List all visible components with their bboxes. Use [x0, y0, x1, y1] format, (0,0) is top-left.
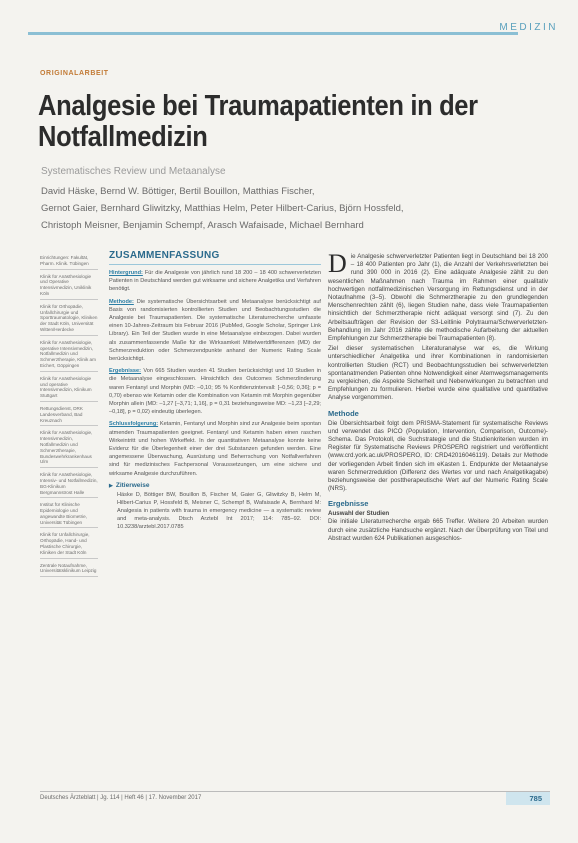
citation-text: Häske D, Böttiger BW, Bouillon B, Fischer M, Gaier G, Gliwitzky B, Helm M, Hilbert-Carius P, Hossfeld B, Meisner C, Schempf B, Wafaisade A, Bernhard M: Analgesia in patients with trauma in emergency medicine — a systematic review and meta-analysis. Dtsch Arztebl Int 2017; 114: 785–92. DOI: 10.3238/arztebl.2017.0785	[117, 491, 321, 530]
abstract-conclusion	[109, 420, 321, 477]
section-label: MEDIZIN	[499, 22, 558, 33]
abstract-text: Von 665 Studien wurden 41 Studien berücksichtigt und 10 Studien in die Metaanalyse eingeschlossen. Hinsichtlich des Outcomes Schmerzlinderung waren Fentanyl und Morphin (MD: –0,10; 95 % Konfidenzintervall: [–0,56; 0,36]; p = 0,70) ebenso wie Ketamin oder die Kombination von Ketamin mit Morphin gegenüber Morphin allein (MD: –1,27 [–3,71; 1,16], p = 0,31 beziehungsweise MD: –1,23 [–2,29; –0,18], p = 0,02) eindeutig überlegen.	[109, 368, 321, 416]
affiliation: Klinik für Anästhesiologie, operative Intensivmedizin, Notfallmedizin und Schmerztherapie, Klinik am Eichert, Göppingen	[40, 340, 98, 372]
drop-cap: D	[328, 249, 347, 278]
article-title: Analgesie bei Traumapatienten in der Notfallmedizin	[38, 90, 478, 153]
page-number-box	[506, 792, 550, 805]
methods-paragraph: Die Übersichtsarbeit folgt dem PRISMA-Statement für systematische Reviews und verwendet das PICO (Population, Intervention, Comparison, Outcome)-Schema. Das Protokoll, die Suchstrategie und die Studienkriterien wurden im Register für Systematische Reviews PROSPERO registriert und veröffentlicht (www.crd.york.ac.uk/PROSPERO, ID: CRD42016046119). Details zur Methode der vorliegenden Arbeit finden sich im eKasten 1. Endpunkte der Metaanalyse waren Schmerzreduktion (Differenz des Wertes vor und nach Analgetikagabe) beziehungsweise der posttherapeutische Wert auf der Numeric Rating Scale (NRS).	[328, 419, 548, 493]
affiliations-column	[40, 255, 98, 581]
author-line: David Häske, Bernd W. Böttiger, Bertil Bouillon, Matthias Fischer,	[41, 186, 315, 197]
page-header	[0, 0, 578, 40]
page-number: 785	[529, 794, 542, 803]
article-subtitle: Systematisches Review und Metaanalyse	[41, 166, 226, 177]
intro-paragraph	[328, 249, 548, 343]
affiliation: Klinik für Orthopädie, Unfallchirurgie und Sporttraumatologie, Kliniken der Stadt Köln, Universität Witten/Herdecke	[40, 304, 98, 336]
intro-text: ie Analgesie schwerverletzter Patienten liegt in Deutschland bei 18 200 – 18 400 Patienten pro Jahr (1), die Anzahl der Verkehrsverletzten bei rund 390 000 in 2016 (2). Eine adäquate Analgesie zählt zu den wesentlichen Maßnahmen nach Trauma im Rahmen einer qualitativ hochwertigen notfallmedizinischen Versorgung im Rettungsdienst und in der Notaufnahme (3–5). Obwohl die Schmerztherapie zu den grundlegenden Menschenrechten zählt (6), liegen Studien nahe, dass viele Traumapatienten hinsichtlich der Schmerztherapie nicht adäquat versorgt sind (7). Zu den Arbeitsaufträgen der Revision der S3-Leitlinie Polytrauma/Schwerverletzten-Behandlung im Jahr 2016 zählte die methodische Aufarbeitung der aktuellen Empfehlungen zur Schmerztherapie bei Traumapatienten (8).	[328, 253, 548, 343]
author-list	[41, 183, 551, 234]
abstract-heading: ZUSAMMENFASSUNG	[109, 250, 321, 265]
article-type: ORIGINALARBEIT	[40, 70, 109, 77]
affiliation: Rettungsdienst, DRK Landesverband, Bad Kreuznach	[40, 406, 98, 426]
abstract-background	[109, 269, 321, 294]
affiliation: Zentrale Notaufnahme, Universitätsklinikum Leipzig	[40, 563, 98, 578]
citation-heading: ▶ Zitierweise	[109, 482, 321, 489]
intro-paragraph: Ziel dieser systematischen Literaturanalyse war es, die Wirkung unterschiedlicher Analgetika und ihrer Kombinationen in randomisierten kontrollierten Studien (RCT) und Beobachtungsstudien bei schwerverletzten spontanatmenden Patienten ohne Notwendigkeit einer Atemwegsmanagements zu vergleichen, die Aspekte Sicherheit und Nebenwirkungen zu betrachten und Empfehlungen zu formulieren. Hierbei wurde eine qualitative und quantitative Analyse vorgenommen.	[328, 345, 548, 402]
abstract-label: Ergebnisse:	[109, 368, 142, 375]
abstract-label: Methode:	[109, 298, 134, 305]
abstract-results	[109, 367, 321, 416]
body-column	[328, 249, 548, 545]
abstract-label: Schlussfolgerung:	[109, 421, 159, 428]
abstract-box	[109, 250, 321, 531]
citation-box	[109, 482, 321, 531]
section-heading-results: Ergebnisse	[328, 499, 369, 509]
results-paragraph: Die initiale Literaturrecherche ergab 665 Treffer. Weitere 20 Arbeiten wurden durch eine zusätzliche Handsuche ergänzt. Nach der Überprüfung von Titel und Abstract wurden 624 Publikationen ausgeschlos-	[328, 518, 548, 542]
journal-info: Deutsches Ärzteblatt | Jg. 114 | Heft 46 | 17. November 2017	[40, 795, 202, 801]
affiliation: Klinik für Anästhesiologie und Operative Intensivmedizin, Uniklinik Köln	[40, 274, 98, 300]
affiliation: Klinik für Anästhesiologie, Intensivmedizin, Notfallmedizin und Schmerztherapie, Bundeswehrkrankenhaus Ulm	[40, 430, 98, 468]
header-rule	[28, 32, 518, 35]
affiliation: Klinik für Anästhesiologie und operative Intensivmedizin, Klinikum Stuttgart	[40, 376, 98, 402]
page-footer	[40, 791, 550, 805]
affiliation: Klinik für Unfallchirurgie, Orthopädie, Hand- und Plastische Chirurgie, Kliniken der Stadt Köln	[40, 532, 98, 558]
affiliation: Einrichtungen: Fakultät, Pharm. Klinik. Tübingen	[40, 255, 98, 270]
abstract-text: Die systematische Übersichtsarbeit und Metaanalyse berücksichtigt auf Basis von randomisierten kontrollierten Studien und Beobachtungsstudien die Analgesie bei Traumapatienten. Die systematische Literaturrecherche umfasste einen 10-Jahres-Zeitraum bis Februar 2016 (PubMed, Google Scholar, Springer Link Library). Ein Teil der Studien wurde in eine Metaanalyse einbezogen. Dabei wurden als zusammenfassende Maße für die Wirksamkeit Mittelwertdifferenzen (MD) der Schmerzreduktion oder Schmerzendpunkte anhand der Numeric Rating Scale berücksichtigt.	[109, 298, 321, 363]
affiliation: Klinik für Anästhesiologie, Intensiv- und Notfallmedizin, BG-Klinikum Bergmannstrost Halle	[40, 472, 98, 498]
section-heading-methods: Methode	[328, 408, 359, 418]
author-line: Christoph Meisner, Benjamin Schempf, Arasch Wafaisade, Michael Bernhard	[41, 220, 364, 231]
author-line: Gernot Gaier, Bernhard Gliwitzky, Matthias Helm, Peter Hilbert-Carius, Björn Hossfeld,	[41, 203, 404, 214]
abstract-text: Ketamin, Fentanyl und Morphin sind zur Analgesie beim spontan atmenden Traumapatienten geeignet. Fentanyl und Ketamin haben einen raschen Wirkeintritt und hohen Wirkeffekt. In der quantitativen Metaanalyse konnte keine Evidenz für die Überlegenheit einer der drei Substanzen gefunden werden. Eine angemessene Überwachung, Ausrüstung und Beherrschung von Notfallverfahren sind für medizinisches Fachpersonal Voraussetzungen, um eine sichere und wirksame Analgesie durchzuführen.	[109, 421, 322, 477]
affiliation: Institut für Klinische Epidemiologie und angewandte Biometrie, Universität Tübingen	[40, 502, 98, 528]
abstract-text: Für die Analgesie von jährlich rund 18 200 – 18 400 schwerverletzten Patienten in Deutschland werden gut wirksame und sichere Analgetika und Verfahren benötigt.	[109, 270, 321, 293]
abstract-methods	[109, 298, 321, 364]
abstract-label: Hintergrund:	[109, 270, 143, 276]
subsection-heading: Auswahl der Studien	[328, 510, 390, 518]
